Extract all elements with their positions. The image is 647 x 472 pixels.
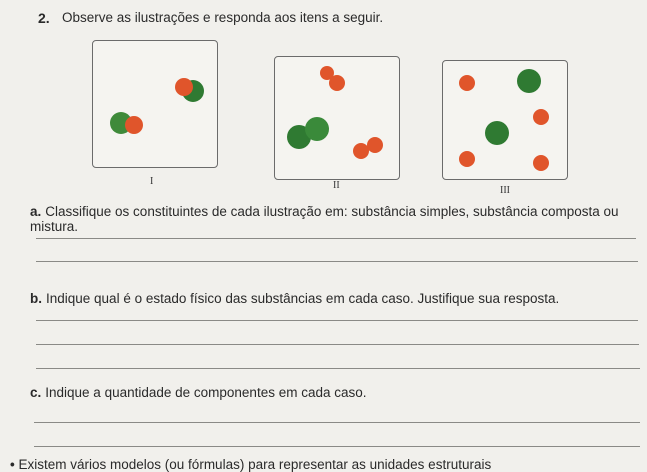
molecule-ii-green [283, 113, 333, 153]
answer-line-c2[interactable] [34, 446, 640, 447]
illustration-box-1 [92, 40, 218, 168]
item-c-text: Indique a quantidade de componentes em cada caso. [45, 385, 367, 400]
answer-line-a2[interactable] [36, 261, 638, 262]
item-a [30, 204, 647, 234]
molecule-i-bottom [107, 109, 147, 139]
illustration-label-2: II [333, 180, 340, 191]
footer-text: • Existem vários modelos (ou fórmulas) para representar as unidades estruturais [10, 457, 492, 472]
molecule-ii-right [349, 133, 389, 163]
atom-iii-4 [483, 119, 511, 147]
molecule-i-top [171, 75, 207, 107]
atom-iii-5 [457, 149, 477, 169]
item-a-text: Classifique os constituintes de cada ilustração em: substância simples, substância composta ou mistura. [30, 204, 619, 234]
atom-iii-2 [515, 67, 543, 95]
illustration-box-3 [442, 60, 568, 180]
illustration-label-1: I [150, 176, 154, 187]
illustration-box-2 [274, 56, 400, 180]
item-b [30, 291, 559, 306]
answer-line-c1[interactable] [34, 422, 640, 423]
item-b-text: Indique qual é o estado físico das substâncias em cada caso. Justifique sua resposta. [46, 291, 560, 306]
question-number: 2. [38, 10, 50, 26]
illustration-label-3: III [500, 185, 510, 196]
item-a-letter: a. [30, 204, 42, 219]
molecule-ii-top [313, 61, 349, 95]
question-prompt: Observe as ilustrações e responda aos itens a seguir. [62, 10, 384, 25]
answer-line-b1[interactable] [36, 320, 638, 321]
answer-line-b3[interactable] [36, 368, 640, 369]
item-c [30, 385, 367, 400]
answer-line-a1[interactable] [36, 238, 636, 239]
atom-iii-6 [531, 153, 551, 173]
item-b-letter: b. [30, 291, 42, 306]
item-c-letter: c. [30, 385, 42, 400]
atom-iii-3 [531, 107, 551, 127]
answer-line-b2[interactable] [36, 344, 639, 345]
atom-iii-1 [457, 73, 477, 93]
